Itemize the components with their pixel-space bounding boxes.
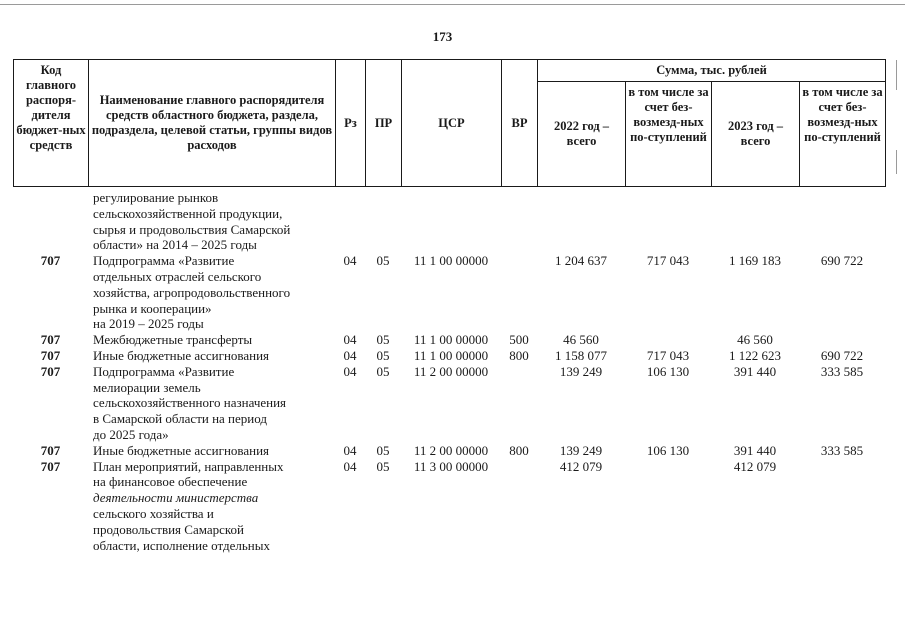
row-2023-total: 391 440 <box>733 363 777 379</box>
row-name-line: отдельных отраслей сельского <box>93 268 262 284</box>
row-name-line: сельского хозяйства и <box>93 505 214 521</box>
row-2022-grants: 717 043 <box>646 347 690 363</box>
row-2022-total: 139 249 <box>559 363 603 379</box>
row-2023-grants: 333 585 <box>820 363 864 379</box>
row-name <box>93 348 343 364</box>
row-vr: 800 <box>509 442 529 458</box>
row-name-line: Иные бюджетные ассигнования <box>93 347 270 363</box>
row-name-line: сырья и продовольствия Самарской <box>93 221 291 237</box>
row-vr: 800 <box>509 347 529 363</box>
table-row <box>13 443 885 459</box>
row-rz: 04 <box>343 332 357 348</box>
row-csr: 11 3 00 00000 <box>413 458 489 474</box>
row-name <box>93 459 343 554</box>
row-rz: 04 <box>343 347 357 363</box>
row-pr: 05 <box>376 458 390 474</box>
row-name-line: Межбюджетные трансферты <box>93 332 253 348</box>
row-pr: 05 <box>376 442 390 458</box>
row-name-line: сельскохозяйственного назначения <box>93 395 287 411</box>
row-2023-total: 46 560 <box>737 332 773 348</box>
row-name <box>93 443 343 459</box>
header-pr: ПР <box>366 60 402 187</box>
row-pr: 05 <box>376 332 390 348</box>
row-name <box>93 332 343 348</box>
table-row <box>13 348 885 364</box>
row-2023-grants: 690 722 <box>820 253 864 269</box>
row-2022-total: 139 249 <box>559 442 603 458</box>
row-name <box>93 190 343 253</box>
row-name-line: области» на 2014 – 2025 годы <box>93 237 257 253</box>
table-header <box>13 59 886 187</box>
row-name-line: деятельности министерства <box>93 490 259 506</box>
table-row <box>13 332 885 348</box>
row-2023-total: 1 169 183 <box>729 253 781 269</box>
row-2022-total: 46 560 <box>563 332 599 348</box>
row-2023-total: 412 079 <box>733 458 777 474</box>
header-vr: ВР <box>502 60 538 187</box>
row-name-line: Подпрограмма «Развитие <box>93 363 235 379</box>
margin-mark <box>896 150 897 174</box>
row-2022-grants: 717 043 <box>646 253 690 269</box>
row-rz: 04 <box>343 458 357 474</box>
header-2023-grants: в том числе за счет без-возмезд-ных по-ступлений <box>800 82 886 187</box>
row-name-line: на финансовое обеспечение <box>93 474 248 490</box>
row-2023-total: 391 440 <box>733 442 777 458</box>
table-body <box>13 190 885 553</box>
row-pr: 05 <box>376 347 390 363</box>
header-summa: Сумма, тыс. рублей <box>538 60 886 82</box>
header-name: Наименование главного распорядителя средств областного бюджета, раздела, подраздела, целевой статьи, группы видов расходов <box>89 60 336 187</box>
row-name-line: хозяйства, агропродовольственного <box>93 284 291 300</box>
table-row <box>13 459 885 554</box>
row-2022-grants: 106 130 <box>646 442 690 458</box>
row-kod: 707 <box>40 253 61 269</box>
header-csr: ЦСР <box>402 60 502 187</box>
row-csr: 11 1 00 00000 <box>413 347 489 363</box>
row-name <box>93 364 343 443</box>
margin-mark <box>896 60 897 90</box>
row-name-line: в Самарской области на период <box>93 411 267 427</box>
top-rule <box>0 4 905 5</box>
header-2023-total: 2023 год – всего <box>712 82 800 187</box>
row-rz: 04 <box>343 363 357 379</box>
row-pr: 05 <box>376 253 390 269</box>
header-rz: Рз <box>336 60 366 187</box>
row-kod: 707 <box>40 458 61 474</box>
row-2023-grants: 690 722 <box>820 347 864 363</box>
row-name-line: сельскохозяйственной продукции, <box>93 205 283 221</box>
table-row <box>13 253 885 332</box>
row-name-line: продовольствия Самарской <box>93 521 244 537</box>
table-row <box>13 364 885 443</box>
row-csr: 11 2 00 00000 <box>413 363 489 379</box>
header-2022-grants: в том числе за счет без-возмезд-ных по-ступлений <box>626 82 712 187</box>
row-name-line: План мероприятий, направленных <box>93 458 284 474</box>
row-2023-total: 1 122 623 <box>729 347 781 363</box>
row-csr: 11 1 00 00000 <box>413 253 489 269</box>
row-name-line: мелиорации земель <box>93 379 201 395</box>
row-kod: 707 <box>40 332 61 348</box>
row-name-line: на 2019 – 2025 годы <box>93 316 204 332</box>
row-kod: 707 <box>40 347 61 363</box>
row-2022-total: 1 204 637 <box>555 253 607 269</box>
row-2023-grants: 333 585 <box>820 442 864 458</box>
row-2022-total: 1 158 077 <box>555 347 607 363</box>
row-pr: 05 <box>376 363 390 379</box>
row-csr: 11 2 00 00000 <box>413 442 489 458</box>
header-kod: Код главного распоря-дителя бюджет-ных средств <box>14 60 89 187</box>
row-name-line: Подпрограмма «Развитие <box>93 253 235 269</box>
row-name-line: Иные бюджетные ассигнования <box>93 442 270 458</box>
row-name-line: регулирование рынков <box>93 190 219 205</box>
row-name-line: области, исполнение отдельных <box>93 537 270 553</box>
row-kod: 707 <box>40 442 61 458</box>
row-2022-grants: 106 130 <box>646 363 690 379</box>
row-name-line: рынка и кооперации» <box>93 300 212 316</box>
header-2022-total: 2022 год – всего <box>538 82 626 187</box>
row-name-line: до 2025 года» <box>93 426 169 442</box>
page-number: 173 <box>432 29 453 44</box>
row-kod: 707 <box>40 363 61 379</box>
row-rz: 04 <box>343 442 357 458</box>
row-name <box>93 253 343 332</box>
row-2022-total: 412 079 <box>559 458 603 474</box>
table-row <box>13 190 885 253</box>
row-csr: 11 1 00 00000 <box>413 332 489 348</box>
row-vr: 500 <box>509 332 529 348</box>
row-rz: 04 <box>343 253 357 269</box>
